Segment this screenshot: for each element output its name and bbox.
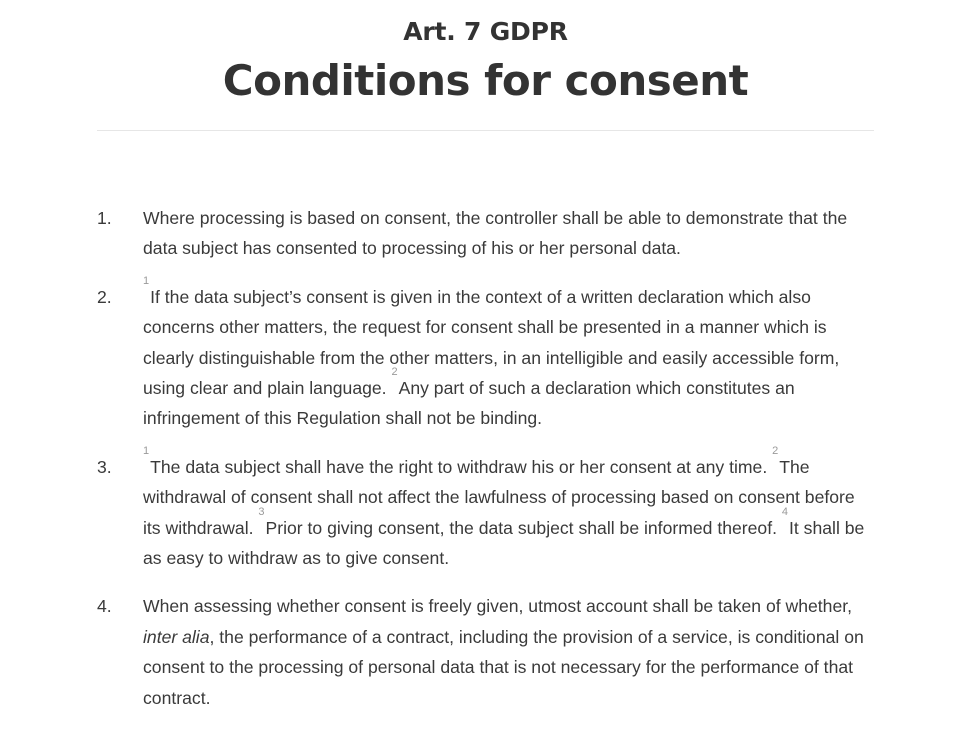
paragraph-number: 1. (97, 208, 112, 228)
paragraph-text-after: , the performance of a contract, including the provision of a service, is conditional on consent to the processing of personal data that is not necessary for the performance of that contract. (143, 626, 864, 708)
sentence-marker: 1 (143, 444, 150, 457)
italic-phrase: inter alia (143, 626, 210, 647)
sentence-text: The withdrawal of consent shall not affect the lawfulness of processing based on consent before its withdrawal. (143, 456, 855, 538)
sentence-text: The data subject shall have the right to withdraw his or her consent at any time. (150, 456, 773, 477)
sentence-marker: 4 (781, 505, 789, 518)
paragraph-text-before: When assessing whether consent is freely given, utmost account shall be taken of whether, (143, 596, 853, 617)
article-header (97, 0, 874, 107)
paragraph-4 (97, 591, 874, 713)
sentence-text: Prior to giving consent, the data subject shall be informed thereof. (265, 517, 782, 538)
paragraph-text: Where processing is based on consent, the controller shall be able to demonstrate that the data subject has consented to processing of his or her personal data. (143, 208, 848, 259)
paragraph-3 (97, 444, 874, 574)
sentence-marker: 2 (391, 366, 398, 379)
sentence-marker: 2 (772, 444, 779, 457)
sentence-text: It shall be as easy to withdraw as to give consent. (143, 517, 865, 569)
header-divider (97, 130, 874, 131)
paragraph-1 (97, 203, 874, 264)
article-number: Art. 7 GDPR (403, 17, 568, 46)
sentence-text: Any part of such a declaration which constitutes an infringement of this Regulation shall not be binding. (143, 378, 795, 429)
paragraph-list (97, 203, 874, 731)
paragraph-number: 4. (97, 596, 112, 617)
page-title: Conditions for consent (222, 56, 749, 105)
sentence-marker: 3 (258, 505, 265, 518)
sentence-text: If the data subject’s consent is given in the context of a written declaration which also concerns other matters, the request for consent shall be presented in a manner which is clearly distinguishable from the other matters, in an intelligible and easily accessible form, using clear and plain language. (143, 286, 840, 399)
paragraph-number: 2. (97, 286, 112, 307)
paragraph-2 (97, 274, 874, 434)
paragraph-number: 3. (97, 456, 112, 477)
sentence-marker: 1 (143, 274, 150, 287)
